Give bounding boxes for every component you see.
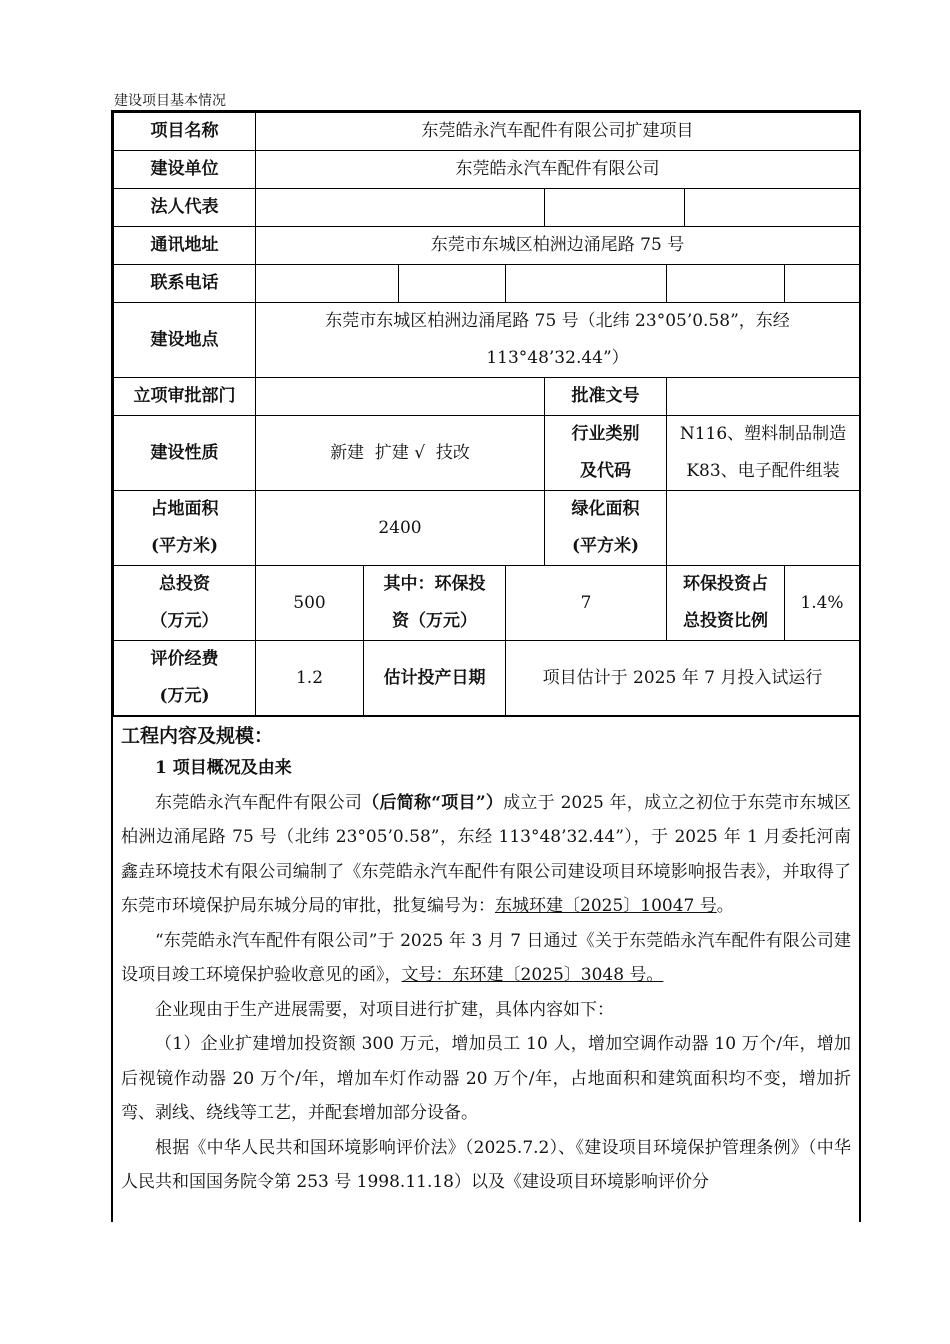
basic-info-frame bbox=[111, 110, 861, 1222]
section-title: 工程内容及规模： bbox=[121, 725, 274, 747]
ratio-value: 1.4% bbox=[785, 566, 860, 641]
address-value: 东莞市东城区柏洲边涌尾路 75 号 bbox=[256, 227, 860, 265]
unit-value: 东莞皓永汽车配件有限公司 bbox=[256, 151, 860, 189]
project-name-label: 项目名称 bbox=[114, 113, 256, 151]
paragraph-2 bbox=[121, 924, 851, 993]
env-invest-label-line-1: 其中：环保投 bbox=[383, 574, 486, 594]
content-body bbox=[113, 717, 859, 1200]
approval-no-value bbox=[667, 378, 860, 416]
invest-label-line-1: 总投资 bbox=[159, 574, 210, 594]
area-label bbox=[114, 491, 256, 566]
legal-cell-3 bbox=[685, 189, 860, 227]
site-label: 建设地点 bbox=[114, 303, 256, 378]
phone-label: 联系电话 bbox=[114, 265, 256, 303]
p1-company: 东莞皓永汽车配件有限公司 bbox=[155, 792, 363, 813]
nature-value: 新建 扩建 √ 技改 bbox=[256, 416, 545, 491]
ratio-label-line-2: 总投资比例 bbox=[683, 611, 768, 631]
basic-info-table bbox=[113, 112, 860, 717]
date-label: 估计投产日期 bbox=[364, 641, 506, 717]
site-line-2: 113°48’32.44”） bbox=[486, 348, 629, 368]
phone-cell-4 bbox=[667, 265, 785, 303]
row-fee bbox=[114, 641, 860, 717]
phone-cell-3 bbox=[506, 265, 667, 303]
p2-doc-no: 文号：东环建〔2025〕3048 号。 bbox=[401, 965, 664, 985]
row-site bbox=[114, 303, 860, 378]
phone-cell-2 bbox=[399, 265, 506, 303]
phone-cell-5 bbox=[785, 265, 860, 303]
green-label-line-2: (平方米) bbox=[571, 536, 640, 556]
industry-label-line-1: 行业类别 bbox=[571, 424, 640, 444]
green-value bbox=[667, 491, 860, 566]
env-invest-label bbox=[364, 566, 506, 641]
unit-label: 建设单位 bbox=[114, 151, 256, 189]
nature-label: 建设性质 bbox=[114, 416, 256, 491]
invest-value: 500 bbox=[256, 566, 364, 641]
project-name-value: 东莞皓永汽车配件有限公司扩建项目 bbox=[256, 113, 860, 151]
green-label bbox=[545, 491, 667, 566]
env-invest-label-line-2: 资（万元） bbox=[392, 611, 477, 631]
fee-label-line-1: 评价经费 bbox=[150, 649, 219, 669]
p1-approval-no: 东城环建〔2025〕10047 号 bbox=[495, 896, 717, 916]
area-value: 2400 bbox=[256, 491, 545, 566]
green-label-line-1: 绿化面积 bbox=[571, 499, 640, 519]
industry-line-1: N116、塑料制品制造 bbox=[679, 424, 847, 444]
invest-label-line-2: （万元） bbox=[150, 611, 219, 631]
env-invest-value: 7 bbox=[506, 566, 667, 641]
p2-text: “东莞皓永汽车配件有限公司”于 2025 年 3 月 7 日通过《关于东莞皓永汽车配件有限公司建设项目竣工环境保护验收意见的函》， bbox=[121, 930, 851, 985]
area-label-line-1: 占地面积 bbox=[150, 499, 219, 519]
paragraph-5: 根据《中华人民共和国环境影响评价法》（2025.7.2）、《建设项目环境保护管理条例》（中华人民共和国国务院令第 253 号 1998.11.18）以及《建设项目环境影响评价分 bbox=[121, 1137, 851, 1192]
area-label-line-2: (平方米) bbox=[150, 536, 219, 556]
industry-line-2: K83、电子配件组装 bbox=[686, 461, 840, 481]
site-line-1: 东莞市东城区柏洲边涌尾路 75 号（北纬 23°05’0.58”，东经 bbox=[325, 311, 790, 331]
paragraph-1 bbox=[121, 786, 851, 924]
approval-dept-label: 立项审批部门 bbox=[114, 378, 256, 416]
row-invest bbox=[114, 566, 860, 641]
approval-dept-value bbox=[256, 378, 545, 416]
row-area bbox=[114, 491, 860, 566]
industry-label-line-2: 及代码 bbox=[580, 461, 631, 481]
paragraph-4: （1）企业扩建增加投资额 300 万元，增加员工 10 人，增加空调作动器 10 万个/年，增加后视镜作动器 20 万个/年，增加车灯作动器 20 万个/年，占地面积和建筑面积均不变，增加折弯、剥线、绕线等工艺，并配套增加部分设备。 bbox=[121, 1034, 851, 1123]
address-label: 通讯地址 bbox=[114, 227, 256, 265]
row-legal bbox=[114, 189, 860, 227]
ratio-label bbox=[667, 566, 785, 641]
phone-cell-1 bbox=[256, 265, 399, 303]
date-value: 项目估计于 2025 年 7 月投入试运行 bbox=[506, 641, 860, 717]
p1-text: 成立于 2025 年，成立之初位于东莞市东城区柏洲边涌尾路 75 号（北纬 23°05’0.58”，东经 113°48’32.44”），于 2025 年 1 月委托河南鑫垚环境技术有限公司编制了《东莞皓永汽车配件有限公司建设项目环境影响报告表》，并取得了东莞市环境保护局东城分局的审批，批复编号为： bbox=[121, 792, 851, 916]
approval-no-label: 批准文号 bbox=[545, 378, 667, 416]
fee-value: 1.2 bbox=[256, 641, 364, 717]
table-caption: 建设项目基本情况 bbox=[114, 93, 226, 109]
row-approval bbox=[114, 378, 860, 416]
row-nature bbox=[114, 416, 860, 491]
invest-label bbox=[114, 566, 256, 641]
ratio-label-line-1: 环保投资占 bbox=[683, 574, 768, 594]
fee-label bbox=[114, 641, 256, 717]
p1-end: 。 bbox=[716, 896, 734, 916]
site-value bbox=[256, 303, 860, 378]
industry-value bbox=[667, 416, 860, 491]
legal-cell-2 bbox=[545, 189, 685, 227]
fee-label-line-2: (万元) bbox=[159, 686, 210, 706]
legal-label: 法人代表 bbox=[114, 189, 256, 227]
row-address bbox=[114, 227, 860, 265]
p1-abbrev: （后简称“项目”） bbox=[362, 792, 504, 813]
row-phone bbox=[114, 265, 860, 303]
sub-title: 1 项目概况及由来 bbox=[155, 758, 292, 778]
row-project-name bbox=[114, 113, 860, 151]
industry-label bbox=[545, 416, 667, 491]
row-unit bbox=[114, 151, 860, 189]
paragraph-3: 企业现由于生产进展需要，对项目进行扩建，具体内容如下： bbox=[155, 999, 614, 1020]
legal-cell-1 bbox=[256, 189, 545, 227]
